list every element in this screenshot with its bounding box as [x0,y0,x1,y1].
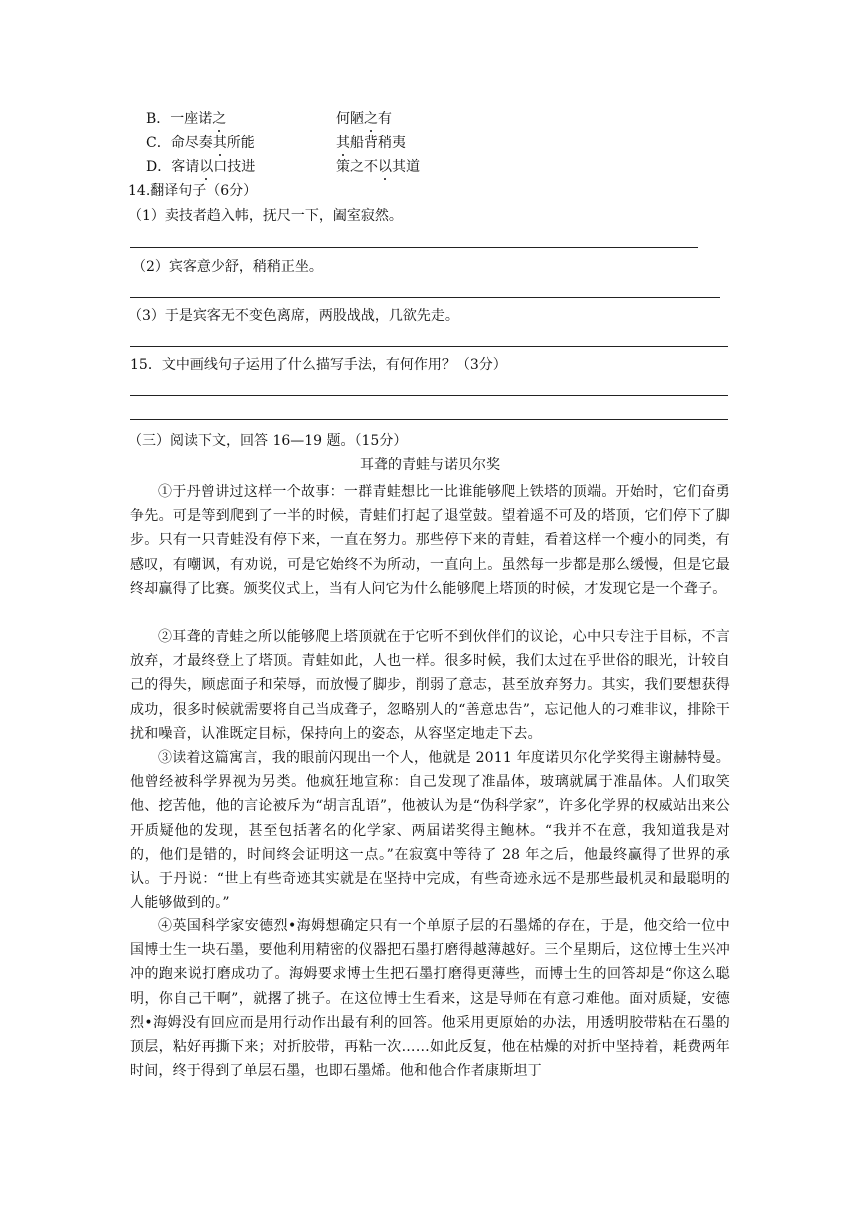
q14-sentence-3: （3）于是宾客无不变色离席，两股战战，几欲先走。 [128,308,459,324]
answer-line[interactable] [130,297,720,298]
option-b-right: 何陋之有 [336,111,392,127]
q14-sentence-2: （2）宾客意少舒，稍稍正坐。 [132,259,323,275]
option-d-left: D．客请以口技进 [146,159,256,175]
option-b-left: B．一座诺之 [146,111,227,127]
paragraph-4: ④英国科学家安德烈•海姆想确定只有一个单原子层的石墨烯的存在，于是，他交给一位中国博士生一块石墨，要他利用精密的仪器把石墨打磨得越薄越好。三个星期后，这位博士生兴冲冲的跑来说打磨成功了。海姆要求博士生把石墨打磨得更薄些，而博士生的回答却是“你这么聪明，你自己干啊”，就撂了挑子。在这位博士生看来，这是导师在有意刁难他。面对质疑，安德烈•海姆没有回应而是用行动作出最有利的回答。他采用更原始的办法，用透明胶带粘在石墨的顶层，粘好再撕下来；对折胶带，再粘一次……如此反复，他在枯燥的对折中坚持着，耗费两年时间，终于得到了单层石墨，也即石墨烯。他和他合作者康斯坦丁 [130,918,730,1080]
section-intro: （三）阅读下文，回答 16—19 题。（15分） [128,433,408,449]
paragraph-1: ①于丹曾讲过这样一个故事：一群青蛙想比一比谁能够爬上铁塔的顶端。开始时，它们奋勇争先。可是等到爬到了一半的时候，青蛙们打起了退堂鼓。望着遥不可及的塔顶，它们停下了脚步。只有一只青蛙没有停下来，一直在努力。那些停下来的青蛙，看着这样一个瘦小的同类，有感叹，有嘲讽，有劝说，可是它始终不为所动，一直向上。虽然每一步都是那么缓慢，但是它最终却赢得了比赛。颁奖仪式上，当有人问它为什么能够爬上塔顶的时候，才发现它是一个聋子。 [130,484,730,597]
emphasis-dot-char: 其 [212,135,227,151]
emphasis-dot-char: 以 [199,159,214,175]
option-c-right: 其船背稍夷 [336,135,406,151]
q14-sentence-1: （1）卖技者趋入帏，抚尺一下，阖室寂然。 [128,208,403,224]
q14-heading: 14.翻译句子（6分） [128,183,258,199]
paragraph-3: ③读着这篇寓言，我的眼前闪现出一个人，他就是 2011 年度诺贝尔化学奖得主谢赫特曼。他曾经被科学界视为另类。他疯狂地宣称：自己发现了准晶体，玻璃就属于准晶体。人们取笑他、挖苦他，他的言论被斥为“胡言乱语”，他被认为是“伪科学家”，许多化学界的权威站出来公开质疑他的发现，甚至包括著名的化学家、两届诺奖得主鲍林。“我并不在意，我知道我是对的，他们是错的，时间终会证明这一点。”在寂寞中等待了 28 年之后，他最终赢得了世界的承认。于丹说：“世上有些奇迹其实就是在坚持中完成，有些奇迹永远不是那些最机灵和最聪明的人能够做到的。” [130,750,730,912]
emphasis-dot-char: 之 [364,111,378,127]
emphasis-dot-char: 之 [212,111,227,127]
article-title: 耳聋的青蛙与诺贝尔奖 [360,457,500,473]
emphasis-dot-char: 其 [336,135,350,151]
paragraph-2: ②耳聋的青蛙之所以能够爬上塔顶就在于它听不到伙伴们的议论，心中只专注于目标，不言放弃，才最终登上了塔顶。青蛙如此，人也一样。很多时候，我们太过在乎世俗的眼光，计较自己的得失，顾虑面子和荣辱，而放慢了脚步，削弱了意志，甚至放弃努力。其实，我们要想获得成功，很多时候就需要将自己当成聋子，忽略别人的“善意忠告”，忘记他人的刁难非议，排除干扰和噪音，认准既定目标，保持向上的姿态，从容坚定地走下去。 [130,629,730,742]
answer-line[interactable] [130,346,728,347]
option-d-right: 策之不以其道 [336,159,420,175]
emphasis-dot-char: 以 [378,159,392,175]
q15-question: 15．文中画线句子运用了什么描写手法，有何作用？（3分） [130,357,507,373]
answer-line[interactable] [130,419,728,420]
answer-line[interactable] [130,395,728,396]
answer-line[interactable] [130,247,698,248]
option-c-left: C．命尽奏其所能 [146,135,255,151]
